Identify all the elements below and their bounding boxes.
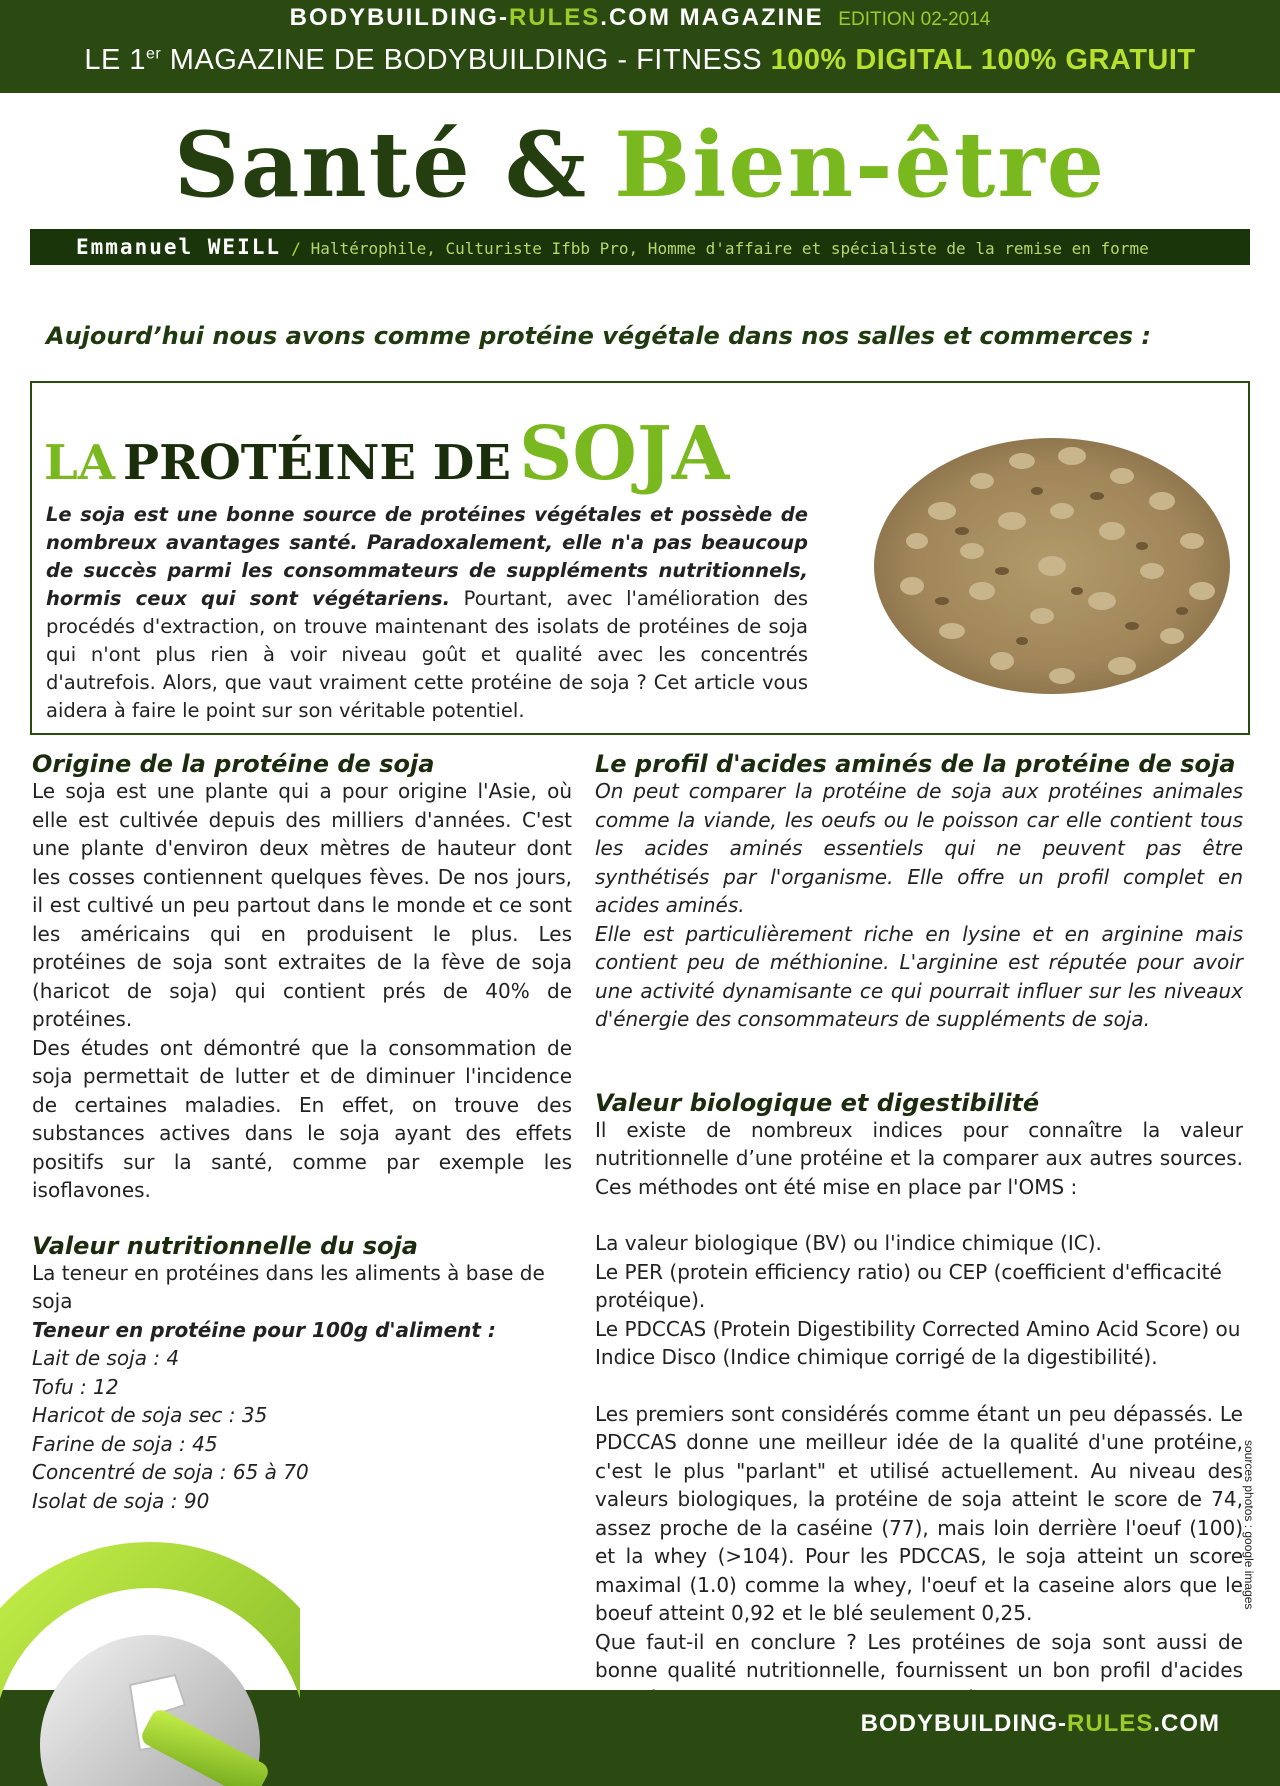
index-item: La valeur biologique (BV) ou l'indice chimique (IC). <box>595 1231 1102 1255</box>
list-item: Farine de soja : 45 <box>32 1431 218 1456</box>
origin-paragraph-1: Le soja est une plante qui a pour origine l'Asie, où elle est cultivée depuis des milliers d'années. C'est une plante d'environ deux mètres de hauteur dont les cosses contiennent quelques fèves. De nos jours, il est cultivé un peu partout dans le monde et ce sont les américains qui en produisent le plus. Les protéines de soja sont extraites de la fève de soja (haricot de soja) qui contient prés de 40% de protéines. <box>32 779 572 1031</box>
origin-heading: Origine de la protéine de soja <box>32 750 435 778</box>
origin-paragraph-2: Des études ont démontré que la consommation de soja permettait de lutter et de diminuer l'incidence de certaines maladies. En effet, on trouve des substances actives dans le soja ayant des effets positifs sur la santé, comme par exemple les isoflavones. <box>32 1035 572 1202</box>
photo-credit: sources photos : google images <box>1242 1440 1256 1610</box>
footer-site-link[interactable]: BODYBUILDING-RULES.COM <box>860 1710 1220 1737</box>
nutrition-intro: La teneur en protéines dans les aliments à base de soja <box>32 1260 545 1313</box>
magazine-tagline: LE 1er MAGAZINE DE BODYBUILDING - FITNESS 100% DIGITAL 100% GRATUIT <box>84 44 1196 76</box>
left-column <box>32 751 572 1515</box>
ring-logo-decoration <box>0 1535 300 1786</box>
section-title-part2: Bien-être <box>614 112 1106 218</box>
list-item: Haricot de soja sec : 35 <box>32 1403 268 1427</box>
section-title-part1: Santé & <box>174 112 589 218</box>
amino-profile-heading: Le profil d'acides aminés de la protéine de soja <box>595 750 1236 778</box>
index-item: Le PER (protein efficiency ratio) ou CEP (coefficient d'efficacité protéique). <box>595 1259 1222 1312</box>
biological-value-paragraph-1: Il existe de nombreux indices pour connaître la valeur nutritionnelle d’une protéine et la comparer aux autres sources. Ces méthodes ont été mise en place par l'OMS : <box>595 1117 1243 1199</box>
list-item: Isolat de soja : 90 <box>32 1488 210 1513</box>
author-bar <box>30 229 1250 265</box>
nutrition-list <box>32 1344 572 1515</box>
author-name: Emmanuel WEILL <box>76 235 282 259</box>
article-lead: Le soja est une bonne source de protéines végétales et possède de nombreux avantages santé. Paradoxalement, elle n'a pas beaucoup de succès parmi les consommateurs de suppléments nutritionnels, hormis ceux qui sont végétariens. Pourtant, avec l'amélioration des procédés d'extraction, on trouve maintenant des isolats de protéines de soja qui n'ont plus rien à voir niveau goût et qualité avec les concentrés d'autrefois. Alors, que vaut vraiment cette protéine de soja ? Cet article vous aidera à faire le point sur son véritable potentiel. <box>46 503 808 722</box>
nutrition-subheading: Teneur en protéine pour 100g d'aliment : <box>32 1317 496 1342</box>
list-item: Tofu : 12 <box>32 1374 119 1399</box>
list-item: Lait de soja : 4 <box>32 1346 180 1370</box>
magazine-name: BODYBUILDING-RULES.COM MAGAZINE EDITION 02-2014 <box>289 4 991 31</box>
conclusion-paragraph: Que faut-il en conclure ? Les protéines de soja sont aussi de bonne qualité nutritionnelle, fournissent un bon profil d'acides <box>595 1629 1243 1682</box>
amino-profile-paragraph-1: On peut comparer la protéine de soja aux protéines animales comme la viande, les oeufs ou le poisson car elle contient tous les acides aminés essentiels qui ne peuvent pas être synthétisés par l'organisme. Elle offre un profil complet en acides aminés. <box>595 779 1243 917</box>
amino-profile-paragraph-2: Elle est particulièrement riche en lysine et en arginine mais contient peu de méthionine. L'arginine est réputée pour avoir une activité dynamisante ce qui pourrait influer sur les niveaux d'énergie des consommateurs de suppléments de soja. <box>595 921 1243 1031</box>
section-title <box>0 110 1280 220</box>
soy-protein-pile-image <box>862 401 1242 711</box>
biological-value-heading: Valeur biologique et digestibilité <box>595 1088 1040 1117</box>
author-role: Haltérophile, Culturiste Ifbb Pro, Homme d'affaire et spécialiste de la remise en forme <box>310 239 1149 258</box>
edition-label: EDITION 02-2014 <box>838 9 991 30</box>
list-item: Concentré de soja : 65 à 70 <box>32 1460 309 1484</box>
biological-value-paragraph-2: Les premiers sont considérés comme étant un peu dépassés. Le PDCCAS donne une meilleur idée de la qualité d'une protéine, c'est le plus "parlant" et utilisé actuellement. Au niveau des valeurs biologiques, la protéine de soja atteint le score de 74, assez proche de la caséine (77), mais loin derrière l'oeuf (100) et la whey (>104). Pour les PDCCAS, le soja atteint un score maximal (1.0) comme la whey, l'oeuf et la caseine alors que le boeuf atteint 0,92 et le blé seulement 0,25. <box>595 1401 1243 1625</box>
right-column <box>595 751 1243 1713</box>
author-separator: / <box>291 239 301 258</box>
nutrition-heading: Valeur nutritionnelle du soja <box>32 1231 418 1260</box>
magazine-banner <box>0 0 1280 93</box>
intro-text: Aujourd’hui nous avons comme protéine végétale dans nos salles et commerces : <box>46 322 1152 350</box>
article-header-box <box>30 381 1250 735</box>
index-item: Le PDCCAS (Protein Digestibility Corrected Amino Acid Score) ou Indice Disco (Indice chimique corrigé de la digestibilité). <box>595 1316 1241 1369</box>
article-title: LA PROTÉINE DE SOJA <box>44 411 730 497</box>
